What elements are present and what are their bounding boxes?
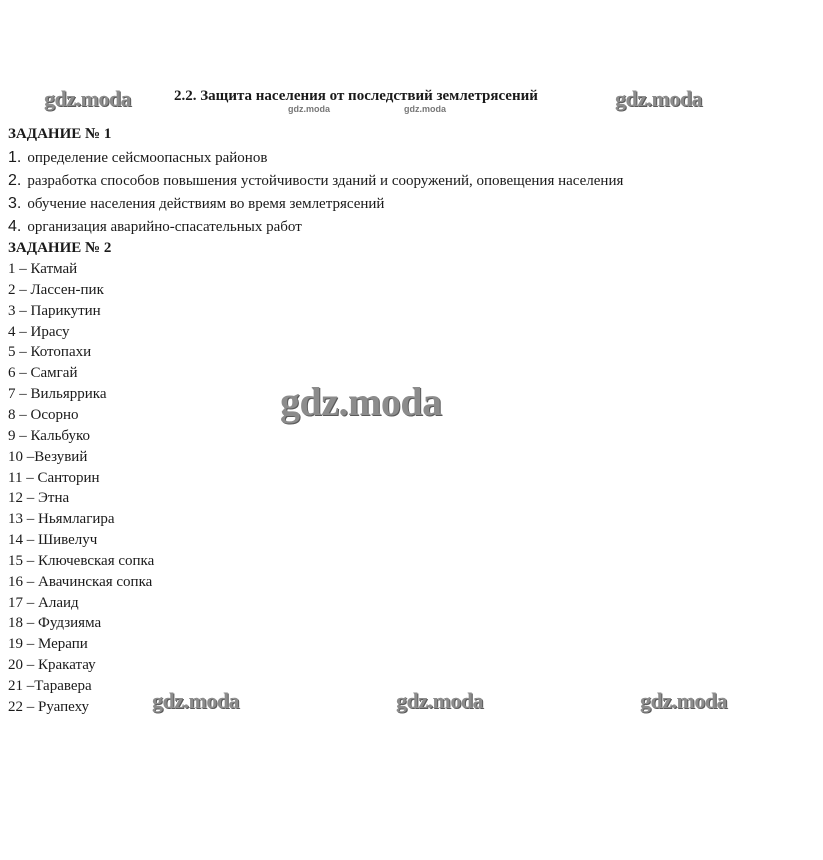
page-title: 2.2. Защита населения от последствий землетрясений bbox=[174, 88, 538, 104]
volcano-list-item: 7 – Вильяррика bbox=[8, 386, 107, 402]
watermark-top-left: gdz.moda bbox=[44, 86, 132, 111]
volcano-list-item: 4 – Ирасу bbox=[8, 324, 70, 340]
volcano-list-item: 2 – Лассен-пик bbox=[8, 282, 104, 298]
volcano-list-item: 5 – Котопахи bbox=[8, 344, 92, 360]
watermark-bottom-right: gdz.moda bbox=[640, 688, 728, 713]
volcano-list-item: 1 – Катмай bbox=[8, 261, 78, 277]
volcano-list-item: 20 – Кракатау bbox=[8, 657, 96, 673]
task1-item-number: 2. bbox=[8, 172, 22, 189]
volcano-list-item: 11 – Санторин bbox=[8, 470, 100, 486]
watermark-small-2: gdz.moda bbox=[404, 104, 446, 114]
watermark-small-1: gdz.moda bbox=[288, 104, 330, 114]
volcano-list-item: 15 – Ключевская сопка bbox=[8, 553, 155, 569]
watermark-bottom-center: gdz.moda bbox=[396, 688, 484, 713]
task1-item bbox=[8, 195, 384, 213]
task1-item-text: организация аварийно-спасательных работ bbox=[27, 219, 302, 235]
task1-item-text: обучение населения действиям во время землетрясений bbox=[27, 196, 385, 212]
volcano-list-item: 13 – Ньямлагира bbox=[8, 511, 115, 527]
volcano-list-item: 9 – Кальбуко bbox=[8, 428, 91, 444]
task2-heading: ЗАДАНИЕ № 2 bbox=[8, 240, 112, 256]
watermark-top-right: gdz.moda bbox=[615, 86, 703, 111]
volcano-list-item: 12 – Этна bbox=[8, 490, 70, 506]
task1-item-number: 1. bbox=[8, 149, 22, 166]
task1-item-text: определение сейсмоопасных районов bbox=[27, 150, 268, 166]
task1-item-number: 3. bbox=[8, 195, 22, 212]
task1-item-number: 4. bbox=[8, 218, 22, 235]
watermark-bottom-left: gdz.moda bbox=[152, 688, 240, 713]
volcano-list-item: 16 – Авачинская сопка bbox=[8, 574, 153, 590]
volcano-list-item: 19 – Мерапи bbox=[8, 636, 88, 652]
volcano-list-item: 8 – Осорно bbox=[8, 407, 79, 423]
volcano-list-item: 21 –Таравера bbox=[8, 678, 92, 694]
volcano-list-item: 10 –Везувий bbox=[8, 449, 88, 465]
volcano-list-item: 18 – Фудзияма bbox=[8, 615, 102, 631]
task1-heading: ЗАДАНИЕ № 1 bbox=[8, 126, 112, 142]
task1-item-text: разработка способов повышения устойчивости зданий и сооружений, оповещения населения bbox=[27, 173, 624, 189]
watermark-center: gdz.moda bbox=[280, 379, 442, 424]
volcano-list-item: 17 – Алаид bbox=[8, 595, 79, 611]
volcano-list-item: 14 – Шивелуч bbox=[8, 532, 98, 548]
volcano-list-item: 3 – Парикутин bbox=[8, 303, 101, 319]
task1-item bbox=[8, 218, 302, 236]
volcano-list-item: 22 – Руапеху bbox=[8, 699, 90, 715]
task1-item bbox=[8, 172, 623, 190]
task1-item bbox=[8, 149, 267, 167]
volcano-list-item: 6 – Самгай bbox=[8, 365, 78, 381]
